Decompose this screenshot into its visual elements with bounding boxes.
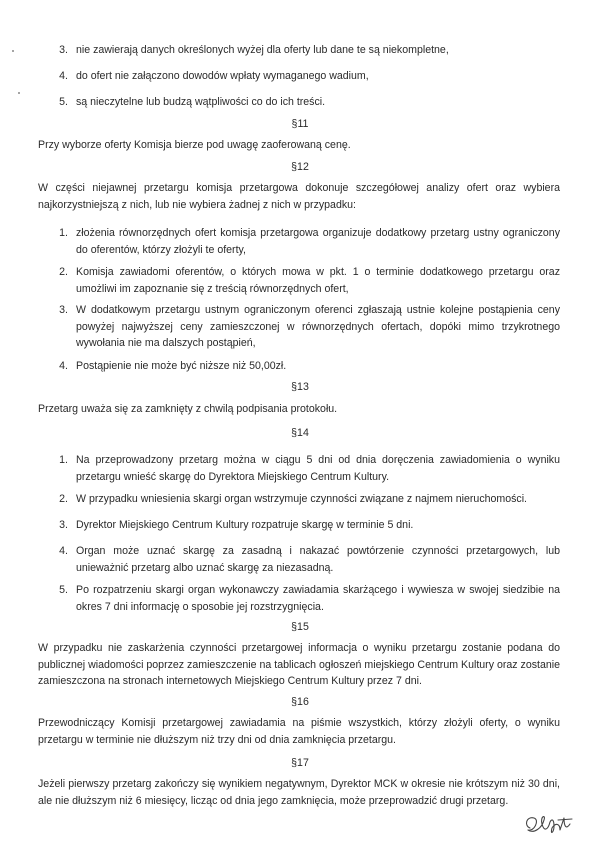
list-item-number: 1. — [59, 454, 68, 466]
list-item-number: 4. — [59, 360, 68, 372]
scan-mark — [18, 92, 20, 94]
list-item-number: 4. — [59, 545, 68, 557]
list-item-number: 3. — [59, 519, 68, 531]
section-heading: §15 — [291, 621, 309, 633]
paragraph: Przewodniczący Komisji przetargowej zawiadamia na piśmie wszystkich, którzy złożyli oferty, o wyniku przetargu w terminie nie dłuższym niż trzy dni od dnia zamknięcia przetargu. — [38, 717, 560, 746]
section-heading: §12 — [291, 161, 309, 173]
paragraph: W części niejawnej przetargu komisja przetargowa dokonuje szczegółowej analizy ofert oraz wybiera najkorzystniejszą z nich, lub nie wybiera żadnej z nich w przypadku: — [38, 182, 560, 211]
list-item-text: złożenia równorzędnych ofert komisja przetargowa organizuje dodatkowy przetarg ustny ograniczony do oferentów, którzy złożyli te oferty, — [76, 227, 560, 256]
paragraph: W przypadku nie zaskarżenia czynności przetargowej informacja o wyniku przetargu zostanie podana do publicznej wiadomości poprzez zamieszczenie na tablicach ogłoszeń miejskiego Centrum Kultury oraz zostanie zamieszczona na stronach internetowych Miejskiego Centrum Kultury przez 7 dni. — [38, 642, 560, 687]
list-item-text: Po rozpatrzeniu skargi organ wykonawczy zawiadamia skarżącego i wywiesza w swojej siedzibie na okres 7 dni informację o sposobie jej rozstrzygnięcia. — [76, 584, 560, 613]
list-item-text: W dodatkowym przetargu ustnym ograniczonym oferenci zgłaszają ustnie kolejne postąpienia ceny powyżej najwyższej ceny zamieszczonej w równorzędnych ofertach, dopóki mimo trzykrotnego wywołania nie ma dalszych postąpień, — [76, 304, 560, 349]
section-heading: §11 — [291, 118, 309, 130]
paragraph: Jeżeli pierwszy przetarg zakończy się wynikiem negatywnym, Dyrektor MCK w okresie nie krótszym niż 30 dni, ale nie dłuższym niż 6 miesięcy, licząc od dnia jego zamknięcia, może przeprowadzić drugi przetarg. — [38, 778, 560, 807]
list-item-text: nie zawierają danych określonych wyżej dla oferty lub dane te są niekompletne, — [76, 44, 449, 56]
section-heading: §13 — [291, 381, 309, 393]
list-item-number: 2. — [59, 493, 68, 505]
list-item-number: 3. — [59, 44, 68, 56]
list-item-text: Organ może uznać skargę za zasadną i nakazać powtórzenie czynności przetargowych, lub unieważnić przetarg albo uznać skargę za niezasadną. — [76, 545, 560, 574]
list-item-text: są nieczytelne lub budzą wątpliwości co do ich treści. — [76, 96, 326, 108]
paragraph: Przetarg uważa się za zamknięty z chwilą podpisania protokołu. — [38, 403, 338, 415]
list-item-number: 3. — [59, 304, 68, 316]
list-item-number: 4. — [59, 70, 68, 82]
list-item-text: Komisja zawiadomi oferentów, o których mowa w pkt. 1 o terminie dodatkowego przetargu oraz umożliwi im zapoznanie się z treścią równorzędnych ofert, — [76, 266, 560, 295]
list-item-text: Na przeprowadzony przetarg można w ciągu 5 dni od dnia doręczenia zawiadomienia o wyniku przetargu wnieść skargę do Dyrektora Miejskiego Centrum Kultury. — [76, 454, 560, 483]
section-heading: §14 — [291, 427, 309, 439]
list-item-text: W przypadku wniesienia skargi organ wstrzymuje czynności związane z najmem nieruchomości. — [76, 493, 527, 505]
scan-mark — [12, 50, 14, 52]
paragraph: Przy wyborze oferty Komisja bierze pod uwagę zaoferowaną cenę. — [38, 139, 351, 151]
section-heading: §17 — [291, 757, 309, 769]
list-item-text: do ofert nie załączono dowodów wpłaty wymaganego wadium, — [76, 70, 369, 82]
list-item-text: Dyrektor Miejskiego Centrum Kultury rozpatruje skargę w terminie 5 dni. — [76, 519, 414, 531]
list-item-number: 5. — [59, 584, 68, 596]
list-item-number: 5. — [59, 96, 68, 108]
list-item-number: 1. — [59, 227, 68, 239]
section-heading: §16 — [291, 696, 309, 708]
signature-initials — [520, 808, 580, 842]
list-item-text: Postąpienie nie może być niższe niż 50,00zł. — [76, 360, 287, 372]
list-item-number: 2. — [59, 266, 68, 278]
